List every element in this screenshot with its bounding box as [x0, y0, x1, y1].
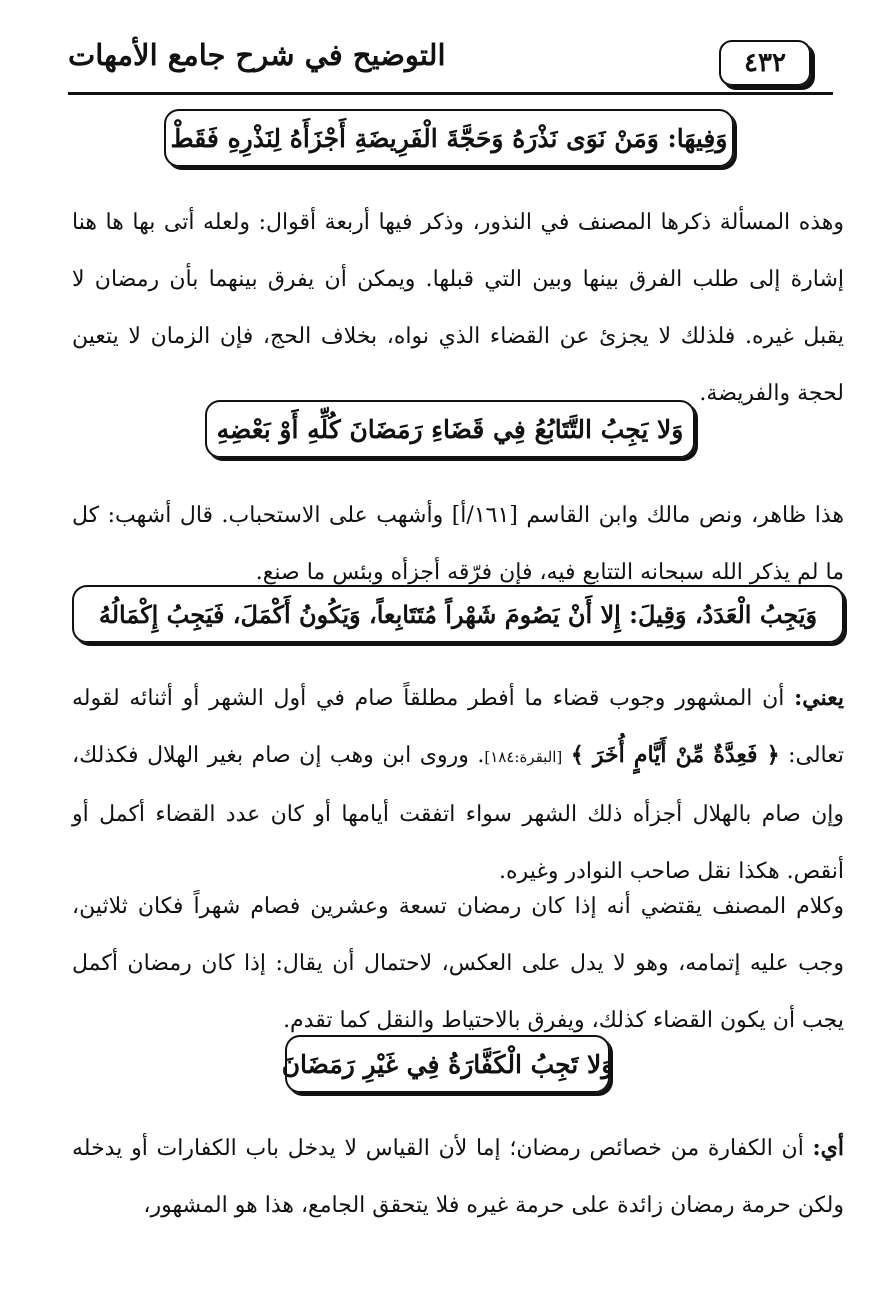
- page-number: ٤٣٢: [719, 40, 811, 86]
- paragraph-text: أن المشهور وجوب قضاء ما أفطر مطلقاً صام في أول الشهر أو أثنائه لقوله تعالى:: [72, 686, 844, 768]
- header-divider: [68, 92, 833, 95]
- matn-text: وَلا تَجِبُ الْكَفَّارَةُ فِي غَيْرِ رَمَضَانَ: [281, 1049, 614, 1079]
- matn-box: [164, 109, 734, 167]
- commentary-paragraph: [72, 670, 844, 900]
- lead-word: أي:: [812, 1135, 844, 1161]
- matn-text: وَفِيهَا: وَمَنْ نَوَى نَذْرَهُ وَحَجَّةَ الْفَرِيضَةِ أَجْزَأَهُ لِنَذْرِهِ فَقَطْ: [170, 123, 728, 153]
- paragraph-text: . وروى ابن وهب إن صام بغير الهلال فكذلك، وإن صام بالهلال أجزأه ذلك الشهر سواء اتفقت أيامها أو كان عدد القضاء أكمل أو أنقص. هكذا نقل صاحب النوادر وغيره.: [72, 743, 844, 884]
- book-title: التوضيح في شرح جامع الأمهات: [68, 38, 446, 72]
- commentary-paragraph: [72, 1120, 844, 1234]
- commentary-paragraph: هذا ظاهر، ونص مالك وابن القاسم [١٦١/أ] وأشهب على الاستحباب. قال أشهب: كل ما لم يذكر الله سبحانه التتابع فيه، فإن فرّقه أجزأه وبئس ما صنع.: [72, 503, 844, 585]
- lead-word: يعني:: [794, 685, 844, 711]
- matn-box: [281, 1035, 614, 1093]
- commentary-paragraph: وهذه المسألة ذكرها المصنف في النذور، وذكر فيها أربعة أقوال: ولعله أتى بها ها هنا إشارة إلى طلب الفرق بينها وبين التي قبلها. ويمكن أن يفرق بينهما بأن رمضان لا يقبل غيره. فلذلك لا يجزئ عن القضاء الذي نواه، بخلاف الحج، فإن الزمان لا يتعين لحجة والفريضة.: [72, 210, 844, 406]
- matn-box: [72, 585, 844, 643]
- matn-text: وَيَجِبُ الْعَدَدُ، وَقِيلَ: إِلا أَنْ يَصُومَ شَهْراً مُتَتَابِعاً، وَيَكُونُ أَكْمَلَ، فَيَجِبُ إِكْمَالُهُ: [98, 599, 818, 629]
- matn-text: وَلا يَجِبُ التَّتَابُعُ فِي قَضَاءِ رَمَضَانَ كُلِّهِ أَوْ بَعْضِهِ: [216, 414, 684, 444]
- commentary-paragraph: وكلام المصنف يقتضي أنه إذا كان رمضان تسعة وعشرين فصام شهراً فكان ثلاثين، وجب عليه إتمامه، وهو لا يدل على العكس، لاحتمال أن يقال: إذا كان رمضان أكمل يجب أن يكون القضاء كذلك، ويفرق بالاحتياط والنقل كما تقدم.: [72, 894, 844, 1033]
- verse-reference: [البقرة:١٨٤]: [484, 748, 563, 766]
- matn-box: [205, 400, 695, 458]
- paragraph-text: أن الكفارة من خصائص رمضان؛ إما لأن القياس لا يدخل باب الكفارات أو يدخله ولكن حرمة رمضان زائدة على حرمة غيره فلا يتحقق الجامع، هذا هو المشهور،: [72, 1136, 844, 1218]
- quran-verse: ﴿ فَعِدَّةٌ مِّنْ أَيَّامٍ أُخَرَ ﴾: [570, 742, 780, 768]
